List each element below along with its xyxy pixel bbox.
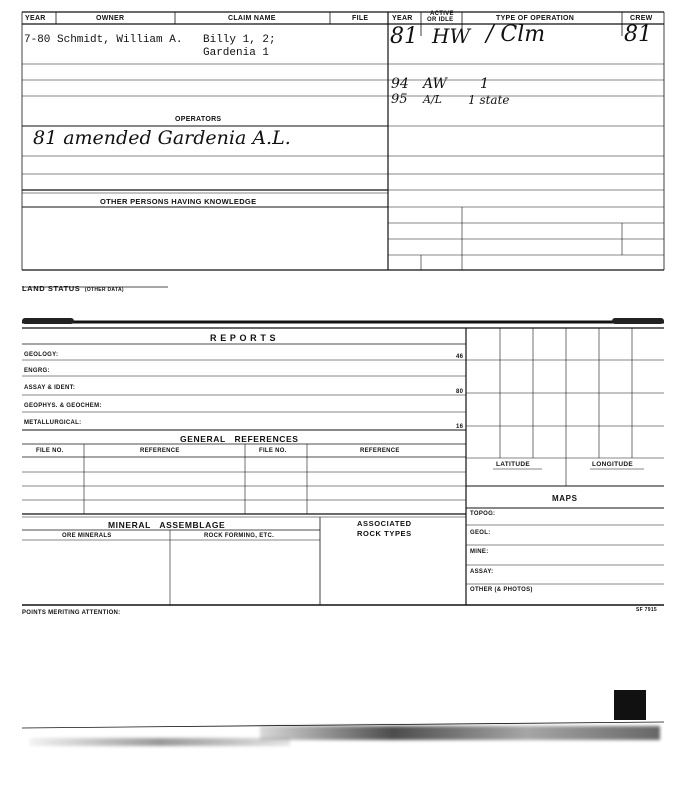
header-claim-name: CLAIM NAME <box>228 15 276 22</box>
ref-header-reference-2: REFERENCE <box>360 448 400 454</box>
ref-header-file-no-2: FILE NO. <box>259 448 287 454</box>
maps-title: MAPS <box>552 494 578 503</box>
scan-noise-band-2 <box>30 738 290 746</box>
land-status-sub: (OTHER DATA) <box>84 287 124 293</box>
maps-row-mine: MINE: <box>470 549 489 555</box>
scan-noise-band <box>260 726 660 740</box>
report-row-geology: GEOLOGY: <box>24 352 59 358</box>
reports-title: R E P O R T S <box>210 333 277 343</box>
maps-row-other: OTHER (& PHOTOS) <box>470 587 533 593</box>
header-year: YEAR <box>25 15 46 22</box>
header-owner: OWNER <box>96 15 125 22</box>
operators-entry: 81 amended Gardenia A.L. <box>33 127 291 149</box>
land-status <box>22 278 124 296</box>
report-row-metallurgical-num: 16 <box>456 424 464 430</box>
op-year-1: 81 <box>390 24 418 49</box>
report-row-geology-num: 46 <box>456 354 464 360</box>
other-persons-label: OTHER PERSONS HAVING KNOWLEDGE <box>100 197 257 206</box>
scan-mark-right <box>612 318 664 324</box>
op-crew-1: 81 <box>624 22 652 47</box>
op-status-3: A/L <box>423 93 442 106</box>
rock-types-label: ROCK TYPES <box>357 529 412 538</box>
points-meriting-attention: POINTS MERITING ATTENTION: <box>22 610 121 616</box>
maps-row-assay: ASSAY: <box>470 569 494 575</box>
header-file: FILE <box>352 15 369 22</box>
rock-forming-label: ROCK FORMING, ETC. <box>204 533 275 539</box>
header-year-2: YEAR <box>392 15 413 22</box>
ref-header-file-no-1: FILE NO. <box>36 448 64 454</box>
registration-block <box>614 690 646 720</box>
op-type-2: 1 <box>480 76 489 92</box>
longitude-label: LONGITUDE <box>592 461 633 468</box>
header-crew: CREW <box>630 15 653 22</box>
op-year-2: 94 <box>391 76 409 92</box>
general-references-title: GENERAL REFERENCES <box>180 434 299 444</box>
header-type-of-operation: TYPE OF OPERATION <box>496 15 575 22</box>
report-row-engrg: ENGRG: <box>24 368 50 374</box>
land-status-label: LAND STATUS <box>22 284 81 293</box>
ref-header-reference-1: REFERENCE <box>140 448 180 454</box>
claim-line-1: Billy 1, 2; <box>203 34 276 46</box>
header-active: ACTIVE <box>430 11 454 17</box>
form-code: SF 7915 <box>636 607 658 613</box>
latitude-label: LATITUDE <box>496 461 531 468</box>
claim-line-2: Gardenia 1 <box>203 47 270 59</box>
maps-row-topog: TOPOG: <box>470 511 496 517</box>
operators-label: OPERATORS <box>175 116 222 123</box>
op-year-3: 95 <box>391 92 408 107</box>
owner-entry: 7-80 Schmidt, William A. <box>24 34 183 46</box>
op-type-3: 1 state <box>468 93 510 107</box>
op-status-2: AW <box>423 76 447 92</box>
header-or-idle: OR IDLE <box>427 17 454 23</box>
report-row-assay: ASSAY & IDENT: <box>24 385 76 391</box>
maps-row-geol: GEOL: <box>470 530 491 536</box>
mineral-assemblage-title: MINERAL ASSEMBLAGE <box>108 520 226 530</box>
op-status-1: HW <box>432 24 470 48</box>
associated-label: ASSOCIATED <box>357 519 412 528</box>
report-row-assay-num: 80 <box>456 389 464 395</box>
ore-minerals-label: ORE MINERALS <box>62 533 112 539</box>
report-row-geophys: GEOPHYS. & GEOCHEM: <box>24 403 102 409</box>
scan-mark-left <box>22 318 74 324</box>
report-row-metallurgical: METALLURGICAL: <box>24 420 82 426</box>
op-type-1: / Clm <box>486 22 546 47</box>
